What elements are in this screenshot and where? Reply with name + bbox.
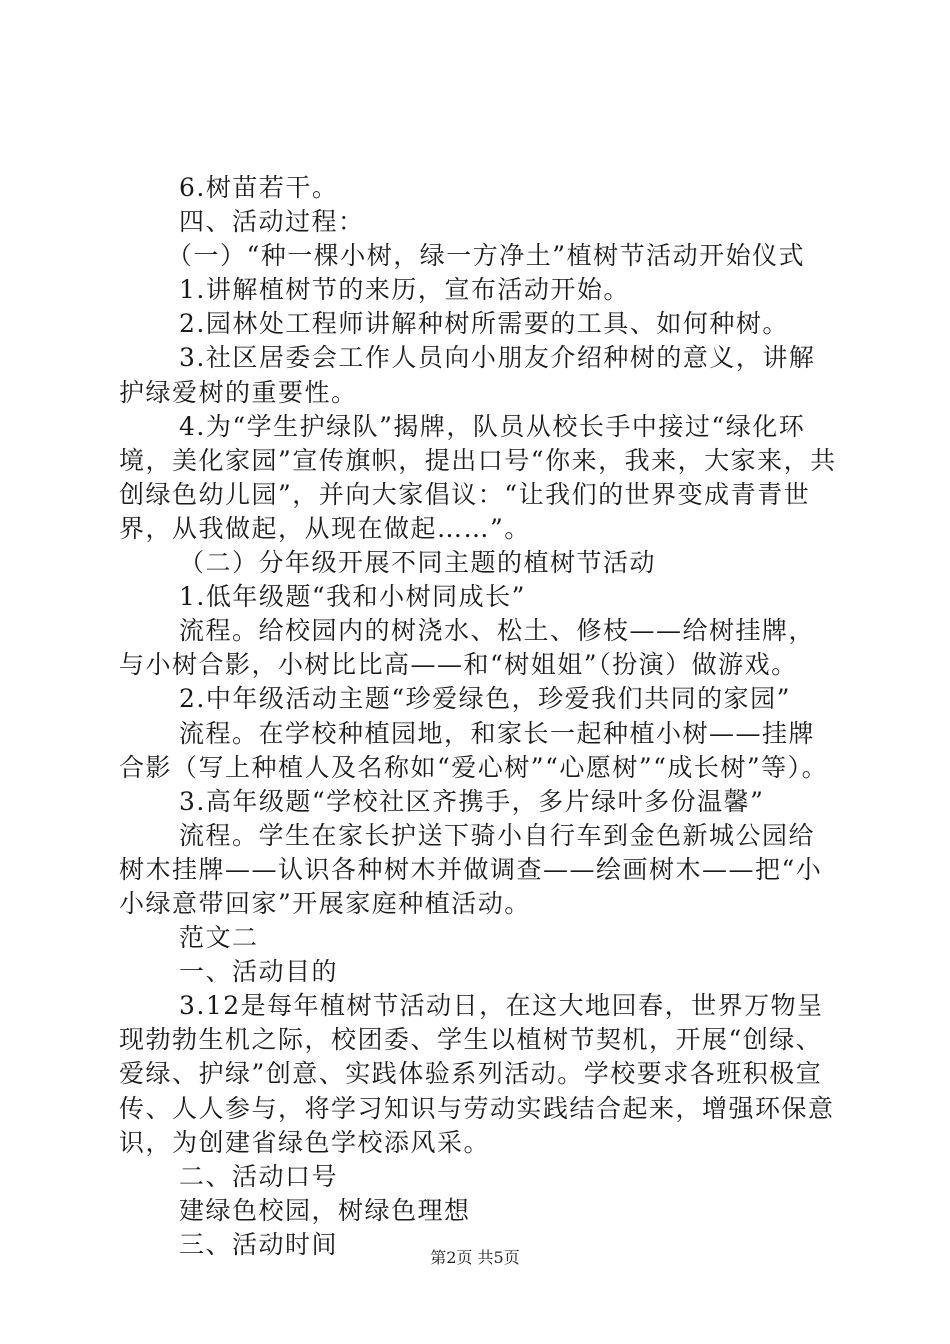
- paragraph: 流程。给校园内的树浇水、松土、修枝——给树挂牌，与小树合影，小树比比高——和“树姐姐”（扮演）做游戏。: [119, 616, 816, 680]
- document-body: [119, 171, 839, 1262]
- list-item: 2.园林处工程师讲解种树所需要的工具、如何种树。: [179, 309, 789, 339]
- paragraph: 3.12是每年植树节活动日，在这大地回春，世界万物呈现勃勃生机之际，校团委、学生以植树节契机，开展“创绿、爱绿、护绿”创意、实践体验系列活动。学校要求各班积极宣传、人人参与，将学习知识与劳动实践结合起来，增强环保意识，为创建省绿色学校添风采。: [119, 991, 835, 1157]
- page-number-footer: 第2页 共5页: [430, 1248, 520, 1267]
- list-item: 4.为“学生护绿队”揭牌，队员从校长手中接过“绿化环境，美化家园”宣传旗帜，提出口号“你来，我来，大家来，共创绿色幼儿园”，并向大家倡议：“让我们的世界变成青青世界，从我做起，从现在做起……”。: [119, 411, 837, 543]
- subsection-heading: （二）分年级开展不同主题的植树节活动: [179, 548, 657, 578]
- list-item: 1.低年级题“我和小树同成长”: [179, 582, 526, 612]
- list-item: 2.中年级活动主题“珍爱绿色，珍爱我们共同的家园”: [179, 684, 791, 714]
- section-heading: 一、活动目的: [179, 957, 339, 987]
- section-heading: 范文二: [179, 923, 259, 953]
- paragraph: 6.树苗若干。: [179, 173, 339, 202]
- section-heading: 三、活动时间: [179, 1229, 339, 1259]
- subsection-heading: （一）“种一棵小树，绿一方净土”植树节活动开始仪式: [167, 241, 806, 271]
- paragraph: 建绿色校园，树绿色理想: [179, 1195, 471, 1225]
- list-item: 3.高年级题“学校社区齐携手，多片绿叶多份温馨”: [179, 786, 765, 816]
- list-item: 1.讲解植树节的来历，宣布活动开始。: [179, 275, 630, 305]
- paragraph: 流程。学生在家长护送下骑小自行车到金色新城公园给树木挂牌——认识各种树木并做调查——绘画树木——把“小小绿意带回家”开展家庭种植活动。: [119, 820, 823, 918]
- section-heading: 二、活动口号: [179, 1161, 339, 1191]
- paragraph: 流程。在学校种植园地，和家长一起种植小树——挂牌合影（写上种植人及名称如“爱心树”“心愿树”“成长树”等）。: [119, 718, 829, 782]
- list-item: 3.社区居委会工作人员向小朋友介绍种树的意义，讲解护绿爱树的重要性。: [119, 343, 816, 407]
- section-heading: 四、活动过程：: [179, 207, 365, 237]
